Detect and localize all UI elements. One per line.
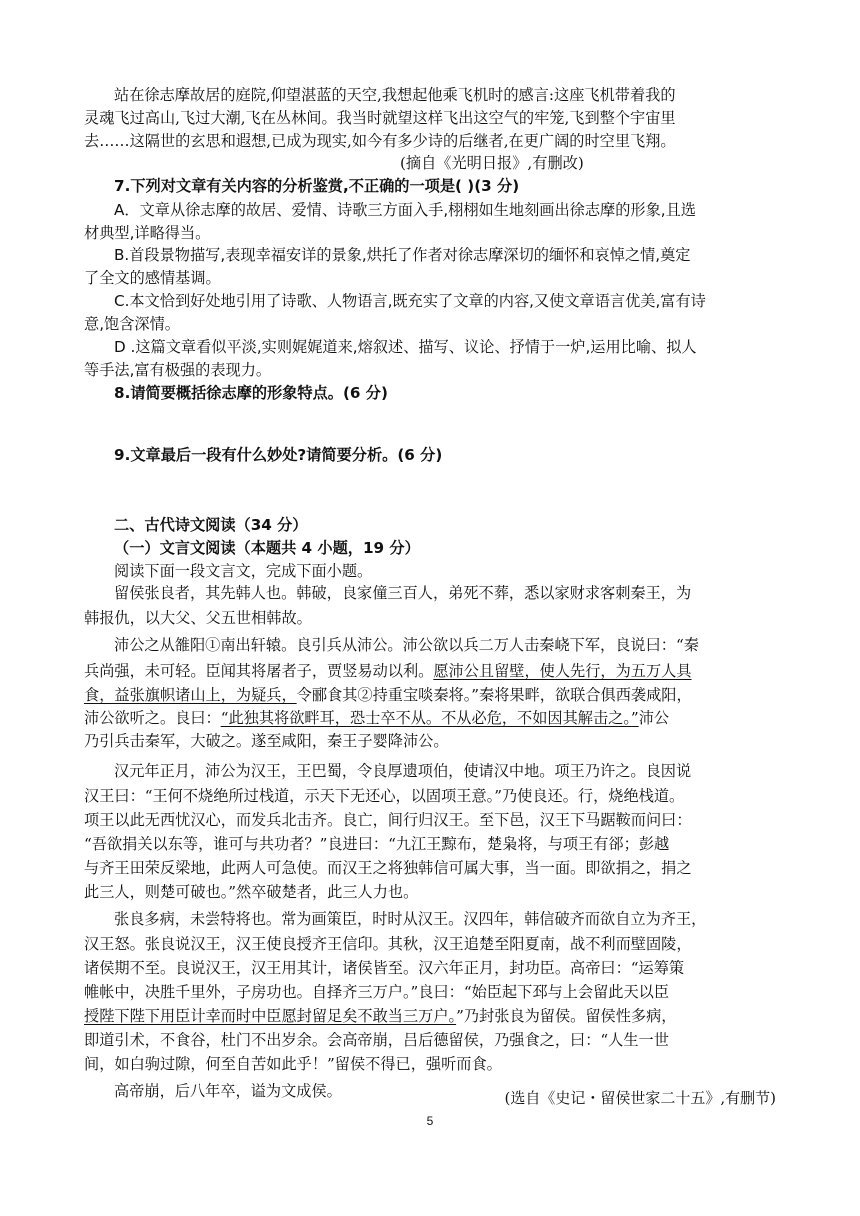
option-d-cont: 等手法,富有极强的表现力。	[84, 361, 272, 379]
source-citation: (摘自《光明日报》,有删改)	[400, 154, 584, 172]
text-line: 汉元年正月，沛公为汉王，王巴蜀，令良厚遗项伯，使请汉中地。项王乃许之。良因说	[114, 762, 692, 780]
text-line: 站在徐志摩故居的庭院,仰望湛蓝的天空,我想起他乘飞机时的感言:这座飞机带着我的	[114, 86, 676, 104]
underlined-sentence: 愿沛公且留壁，使人先行，为五万人具	[433, 662, 692, 680]
text-line: 沛公之从雒阳①南出轩辕。良引兵从沛公。沛公欲以兵二万人击秦峣下军，良说曰：“秦	[114, 636, 699, 654]
option-b-cont: 了全文的感情基调。	[84, 269, 221, 287]
text-line: 沛公欲听之。良曰：“此独其将欲畔耳，恐士卒不从。不从必危，不如因其解击之。”沛公	[84, 709, 670, 727]
text-line: 即道引术，不食谷，杜门不出岁余。会高帝崩，吕后德留侯，乃强食之，曰：“人生一世	[84, 1031, 669, 1049]
page-number: 5	[426, 1114, 434, 1128]
question-7-title: 7.下列对文章有关内容的分析鉴赏,不正确的一项是( )(3 分)	[114, 177, 520, 195]
question-8-title: 8.请简要概括徐志摩的形象特点。(6 分)	[114, 384, 388, 402]
text-line: 食，益张旗帜诸山上，为疑兵，令郦食其②持重宝啖秦将。”秦将果畔，欲联合俱西袭咸阳，	[84, 686, 692, 704]
underlined-sentence: 授陛下陛下用臣计幸而时中臣愿封留足矣不敢当三万户。	[84, 1007, 457, 1025]
section-title: 二、古代诗文阅读（34 分）	[114, 516, 308, 534]
option-a-cont: 材典型,详略得当。	[84, 224, 211, 242]
text-line: 与齐王田荣反梁地，此两人可急使。而汉王之将独韩信可属大事，当一面。即欲捐之，捐之	[84, 859, 692, 877]
text-line: 间，如白驹过隙，何至自苦如此乎！”留侯不得已，强听而食。	[84, 1055, 502, 1073]
text-line: 乃引兵击秦军，大破之。遂至咸阳，秦王子婴降沛公。	[84, 732, 449, 750]
text-line: 张良多病，未尝特将也。常为画策臣，时时从汉王。汉四年，韩信破齐而欲自立为齐王，	[114, 910, 707, 928]
text-line: 高帝崩，后八年卒，谥为文成侯。	[114, 1082, 342, 1100]
text-line: 诸侯期不至。良说汉王，汉王用其计，诸侯皆至。汉六年正月，封功臣。高帝曰：“运筹策	[84, 959, 685, 977]
text-line: 汉王怒。张良说汉王，汉王使良授齐王信印。其秋，汉王追楚至阳夏南，战不利而壁固陵，	[84, 935, 692, 953]
text-line: 兵尚强，未可轻。臣闻其将屠者子，贾竖易动以利。愿沛公且留壁，使人先行，为五万人具	[84, 662, 692, 680]
instruction: 阅读下面一段文言文，完成下面小题。	[114, 562, 373, 580]
text-line: 留侯张良者，其先韩人也。韩破，良家僮三百人，弟死不葬，悉以家财求客刺秦王，为	[114, 584, 692, 602]
source-citation: (选自《史记・留侯世家二十五》,有删节)	[504, 1089, 776, 1107]
text-line: 汉王曰：“王何不烧绝所过栈道，示天下无还心，以固项王意。”乃使良还。行，烧绝栈道。	[84, 787, 685, 805]
text-line: 去……这隔世的玄思和遐想,已成为现实,如今有多少诗的后继者,在更广阔的时空里飞翔。	[84, 132, 676, 150]
text-line: 灵魂飞过高山,飞过大潮,飞在丛林间。我当时就望这样飞出这空气的牢笼,飞到整个宇宙里	[84, 109, 676, 127]
option-b: B.首段景物描写,表现幸福安详的景象,烘托了作者对徐志摩深切的缅怀和哀悼之情,奠定	[114, 246, 691, 264]
option-c-cont: 意,饱含深情。	[84, 315, 180, 333]
text-line: 项王以此无西忧汉心，而发兵北击齐。良亡，间行归汉王。至下邑，汉王下马踞鞍而问曰：	[84, 811, 692, 829]
option-a: A．文章从徐志摩的故居、爱情、诗歌三方面入手,栩栩如生地刻画出徐志摩的形象,且选	[114, 201, 696, 219]
option-d: D .这篇文章看似平淡,实则娓娓道来,熔叙述、描写、议论、抒情于一炉,运用比喻、拟人	[114, 338, 697, 356]
underlined-sentence: “此独其将欲畔耳，恐士卒不从。不从必危，不如因其解击之。”	[220, 709, 639, 727]
subsection-title: （一）文言文阅读（本题共 4 小题，19 分）	[114, 539, 420, 557]
option-c: C.本文恰到好处地引用了诗歌、人物语言,既充实了文章的内容,又使文章语言优美,富有诗	[114, 292, 706, 310]
text-line: 韩报仇，以大父、父五世相韩故。	[84, 609, 312, 627]
question-9-title: 9.文章最后一段有什么妙处?请简要分析。(6 分)	[114, 446, 443, 464]
text-line: 授陛下陛下用臣计幸而时中臣愿封留足矣不敢当三万户。”乃封张良为留侯。留侯性多病，	[84, 1007, 677, 1025]
text-line: 帷帐中，决胜千里外，子房功也。自择齐三万户。”良曰：“始臣起下邳与上会留此天以臣	[84, 983, 670, 1001]
underlined-sentence: 食，益张旗帜诸山上，为疑兵，	[84, 686, 297, 704]
text-line: “吾欲捐关以东等，谁可与共功者？”良进曰：“九江王黥布，楚枭将，与项王有郤；彭越	[84, 835, 670, 853]
text-line: 此三人，则楚可破也。”然卒破楚者，此三人力也。	[84, 883, 419, 901]
